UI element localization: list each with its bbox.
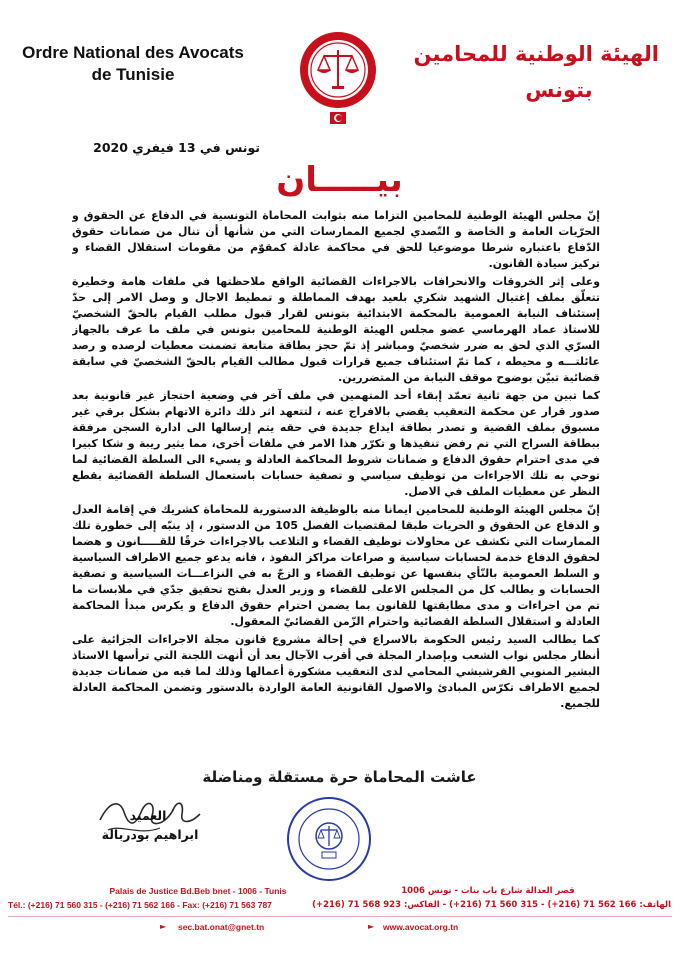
- paragraph: إنّ مجلس الهيئة الوطنية للمحامين التزاما منه بثوابت المحاماة التونسية في الدفاع عن الحقوق و الحرّيات العامة و الخاصة و التّصدي لجميع الممارسات التي من شأنها أن تنال من ضمانات حقوق الدّفاع باعتباره شرطا موضوعيا للحق في محاكمة عادلة كمقوّم من مقومات استقلال القضاء و تركيز سيادة القانون.: [72, 209, 600, 270]
- footer-arabic: [312, 884, 671, 912]
- paragraph: كما يطالب السيد رئيس الحكومة بالاسراع في إحالة مشروع قانون مجلة الاجراءات الجزائية على أنظار مجلس نواب الشعب وبإصدار المجلة في أقرب الآجال بعد أن أنهت اللجنة التي ترأسها الاستاذ البشير المنوبي الفرشيشي المحامي لدى التعقيب مشكورة أعمالها وذلك لما فيه من ضمانات جديدة لجميع الاطراف تكرّس المبادئ والاصول القانونية العامة الواردة بالدستور وتضمن المحاكمة العادلة للجميع.: [72, 633, 600, 710]
- signatory-name: ابراهيم بودربالة: [101, 827, 199, 842]
- org-name-ar-line2: بتونس: [525, 78, 593, 102]
- footer-phone-ar: الهاتف: 166 562 71 (216+) - 315 560 71 (216+) - الفاكس: 923 568 71 (216+): [312, 900, 671, 910]
- header-arabic: [413, 36, 659, 108]
- signatory-title: العميد: [129, 808, 167, 823]
- org-name-fr-line1: Ordre National des Avocats: [22, 43, 244, 62]
- footer-divider: [8, 916, 672, 917]
- document-title: بيـــــان: [276, 160, 403, 200]
- closing-slogan: عاشت المحاماة حرة مستقلة ومناضلة: [202, 768, 477, 786]
- arrow-icon: ►: [368, 922, 375, 931]
- paragraph: إنّ مجلس الهيئة الوطنية للمحامين ايمانا منه بالوظيفة الدستورية للمحاماة كشريك في إقامة العدل و الدفاع عن الحقوق و الحريات طبقا لمقتضيات الفصل 105 من الدستور ، إذ ينبّه إلى خطورة تلك الممارسات التي تكشف عن محاولات توظيف القضاء و التلاعب بالاجراءات خرقًا للقـــــانون و هضما لحقوق الدفاع خدمة لحسابات سياسية و صراعات مراكز النفوذ ، فانه يدعو جميع الاطراف السياسية و السلط العمومية بالنّأي بنفسها عن توظيف القضاء و الزجّ به في النزاعـــات السياسية و تصفية الحسابات و يطالب كل من المجلس الاعلى للقضاء و وزير العدل بفتح تحقيق جدّي في ملابسات ما تم من اجراءات و مدى مطابقتها للقانون بما يضمن احترام حقوق الدفاع و يكرس مبدأ المحاكمة العادلة و استقلال السلطة القضائية واحترام الزّمن القضائيّ المعقول.: [72, 503, 600, 628]
- org-name-fr-line2: de Tunisie: [91, 65, 175, 84]
- footer-email[interactable]: sec.bat.onat@gnet.tn: [178, 922, 265, 932]
- footer-french: [8, 884, 328, 912]
- footer-address-ar: قصر العدالة شارع باب بنات - تونس 1006: [401, 886, 575, 896]
- paragraph: وعلى إثر الخروقات والانحرافات بالاجراءات القضائية الواقع ملاحظتها في ملفات هامة وخطيرة تتعلّق بملف إغتيال الشهيد شكري بلعيد بهدف المماطلة و تمطيط الاجال و وصل الامر إلى حدّ إستئناف النيابة العمومية بالمحكمة الابتدائية بتونس لقرار قبول مطلب القيام بالحقّ الشخصيّ للاستاذ عماد الهرماسي عضو مجلس الهيئة الوطنية للمحامين بتونس في ملف ما عرف بالجهاز السرّي الذي لحق به ضرر شخصيّ ومباشر إذ تمّ حجز بطاقة متابعة تضمنت معطيات لرصده و رصد عائلتـــه و محيطه ، كما تمّ استئناف جميع قرارات قبول مطالب القيام بالحقّ الشخصيّ في سابقة قضائية تبيّن بوضوح موقف النيابة من المتضررين.: [72, 275, 600, 384]
- footer-phone-fr: Tél.: (+216) 71 560 315 - (+216) 71 562 166 - Fax: (+216) 71 563 787: [8, 900, 272, 910]
- footer-address-fr: Palais de Justice Bd.Beb bnet - 1006 - Tunis: [109, 886, 287, 896]
- order-logo: [296, 30, 380, 128]
- arrow-icon: ►: [160, 922, 167, 931]
- footer-website[interactable]: www.avocat.org.tn: [383, 922, 459, 932]
- document-date: تونس في 13 فيفري 2020: [93, 140, 260, 155]
- official-stamp: [286, 796, 372, 882]
- header-french: [18, 42, 248, 86]
- statement-body: [72, 208, 600, 764]
- paragraph: كما تبين من جهة ثانية تعمّد إبقاء أحد المتهمين في ملف آخر في وضعية احتجاز غير قانونية بعد صدور قرار عن محكمة التعقيب يقضي بالافراج عنه ، لتتعهد اثر ذلك دائرة الاتهام بشكل برقي غير مسبوق بملف القضية و تصدر بطاقة ايداع جديدة في حقه يتم إرسالها الى ادارة السجن مرفقة ببطاقة السراح التي تم رفض تنفيذها و تكرّر هذا الامر في ملفات أخرى، مما يثير ريبة و شكا كبيرا في مدى احترام حقوق الدفاع و ضمانات شروط المحاكمة العادلة و يسيء الى السلطة القضائية لما توحي به تلك الاجراءات من توظيف سياسي و تصفية حسابات باستعمال السلطة القضائية بقطع النظر عن معطيات الملف في الاصل.: [72, 389, 600, 498]
- org-name-ar-line1: الهيئة الوطنية للمحامين: [413, 42, 659, 66]
